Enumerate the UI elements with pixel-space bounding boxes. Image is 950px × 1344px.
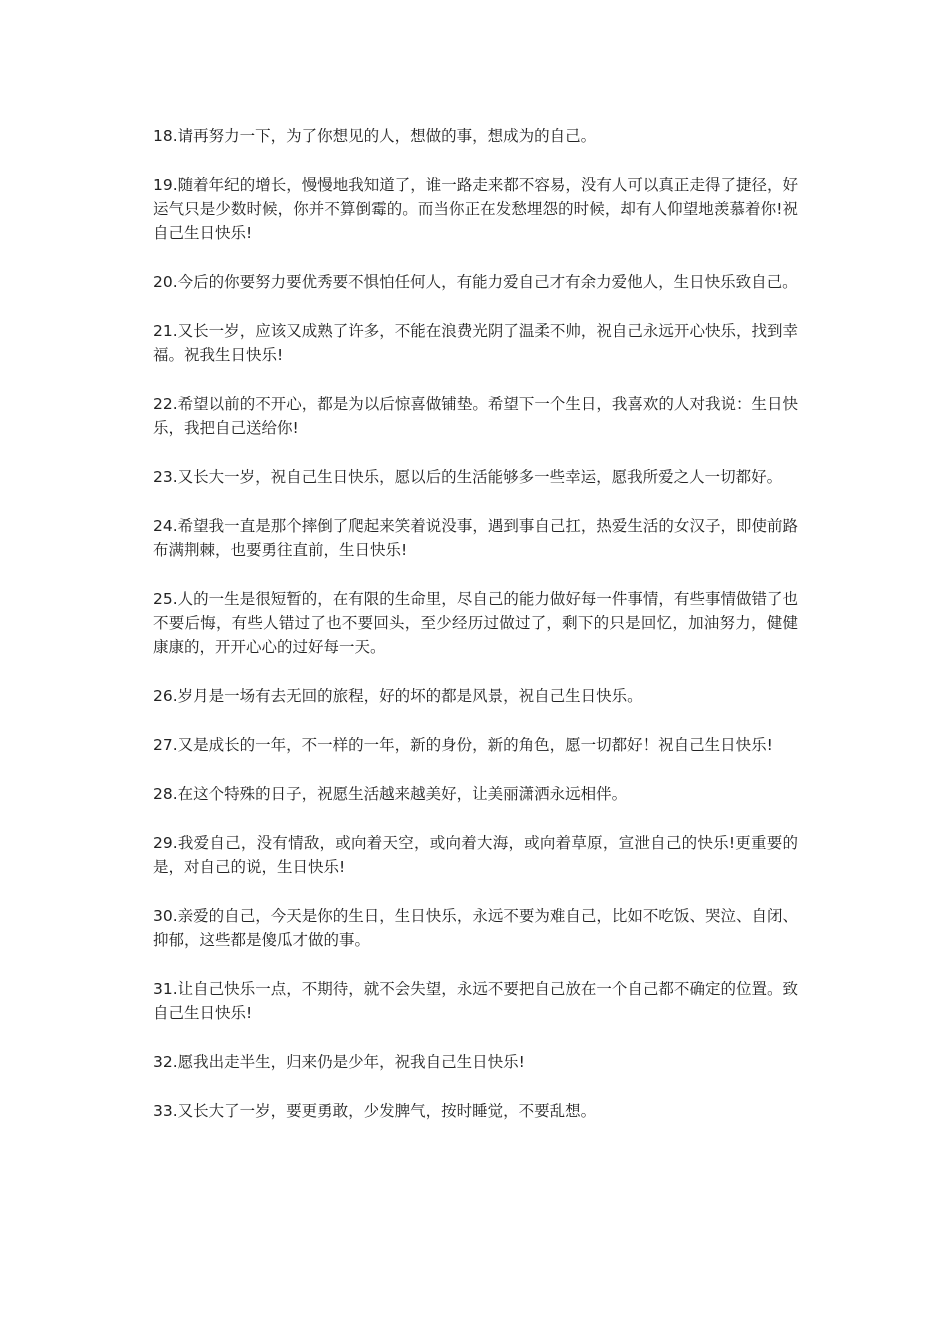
- paragraph-20: 20.今后的你要努力要优秀要不惧怕任何人，有能力爱自己才有余力爱他人，生日快乐致自己。: [153, 273, 798, 291]
- paragraph-24: 24.希望我一直是那个摔倒了爬起来笑着说没事，遇到事自己扛，热爱生活的女汉子，即使前路布满荆棘，也要勇往直前，生日快乐!: [153, 517, 798, 559]
- paragraph-29: 29.我爱自己，没有情敌，或向着天空，或向着大海，或向着草原，宣泄自己的快乐!更重要的是，对自己的说，生日快乐!: [153, 834, 798, 876]
- paragraph-28: 28.在这个特殊的日子，祝愿生活越来越美好，让美丽潇洒永远相伴。: [153, 785, 628, 803]
- paragraph-32: 32.愿我出走半生，归来仍是少年，祝我自己生日快乐!: [153, 1053, 525, 1071]
- paragraph-21: 21.又长一岁，应该又成熟了许多，不能在浪费光阴了温柔不帅，祝自己永远开心快乐，找到幸福。祝我生日快乐!: [153, 322, 798, 364]
- paragraph-22: 22.希望以前的不开心，都是为以后惊喜做铺垫。希望下一个生日，我喜欢的人对我说：生日快乐，我把自己送给你!: [153, 395, 798, 437]
- paragraph-33: 33.又长大了一岁，要更勇敢，少发脾气，按时睡觉，不要乱想。: [153, 1102, 597, 1120]
- paragraph-19: 19.随着年纪的增长，慢慢地我知道了，谁一路走来都不容易，没有人可以真正走得了捷径，好运气只是少数时候，你并不算倒霉的。而当你正在发愁埋怨的时候，却有人仰望地羡慕着你!祝自己生日快乐!: [153, 176, 798, 242]
- document-body: [153, 124, 798, 1148]
- paragraph-31: 31.让自己快乐一点，不期待，就不会失望，永远不要把自己放在一个自己都不确定的位置。致自己生日快乐!: [153, 980, 798, 1022]
- paragraph-23: 23.又长大一岁，祝自己生日快乐，愿以后的生活能够多一些幸运，愿我所爱之人一切都好。: [153, 468, 783, 486]
- paragraph-18: 18.请再努力一下，为了你想见的人，想做的事，想成为的自己。: [153, 127, 597, 145]
- paragraph-26: 26.岁月是一场有去无回的旅程，好的坏的都是风景，祝自己生日快乐。: [153, 687, 643, 705]
- paragraph-25: 25.人的一生是很短暂的，在有限的生命里，尽自己的能力做好每一件事情，有些事情做错了也不要后悔，有些人错过了也不要回头，至少经历过做过了，剩下的只是回忆，加油努力，健健康康的，开开心心的过好每一天。: [153, 590, 798, 656]
- paragraph-30: 30.亲爱的自己，今天是你的生日，生日快乐，永远不要为难自己，比如不吃饭、哭泣、自闭、抑郁，这些都是傻瓜才做的事。: [153, 907, 798, 949]
- paragraph-27: 27.又是成长的一年，不一样的一年，新的身份，新的角色，愿一切都好！祝自己生日快乐!: [153, 736, 773, 754]
